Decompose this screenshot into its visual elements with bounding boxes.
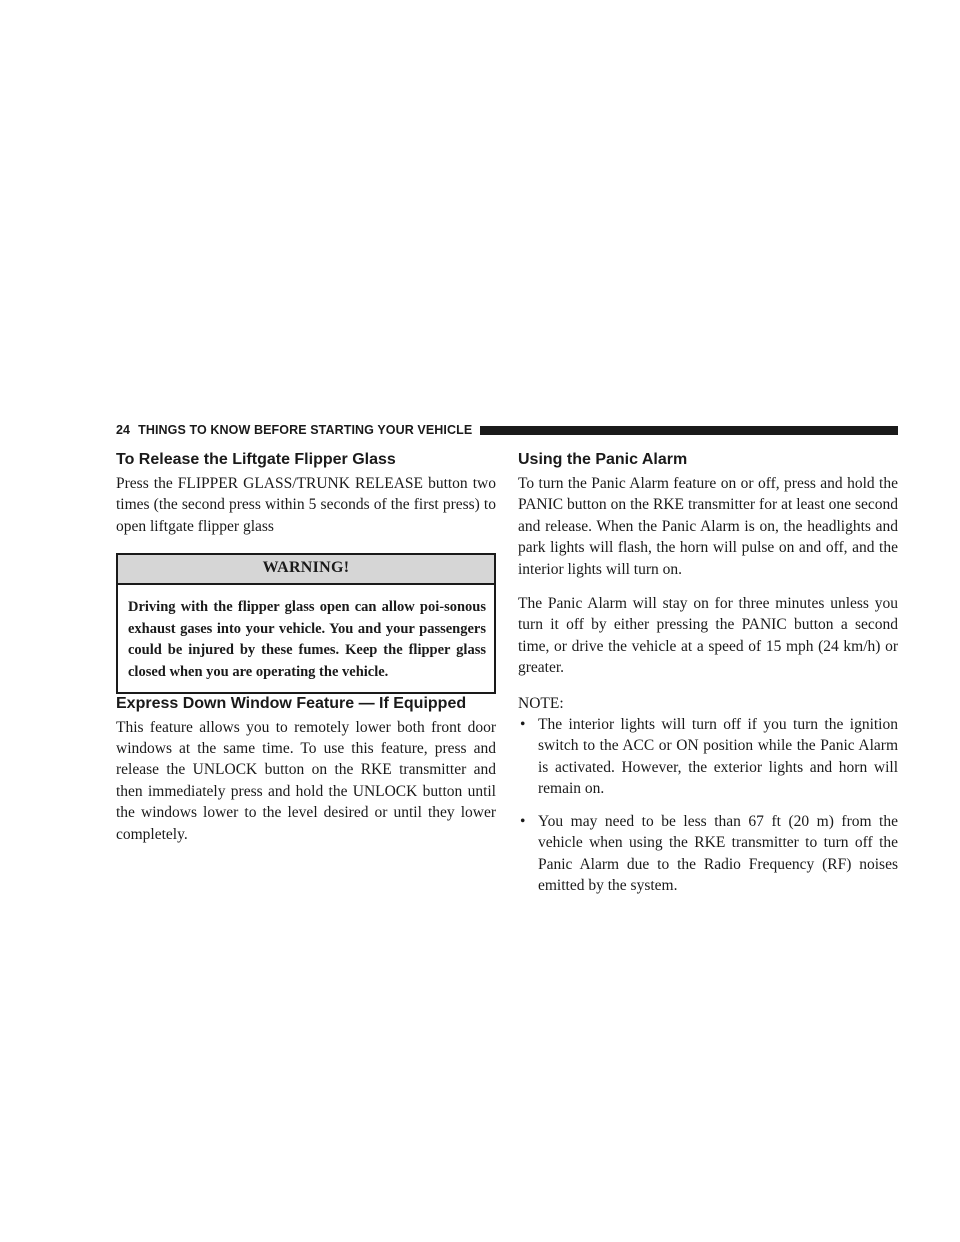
liftgate-paragraph: Press the FLIPPER GLASS/TRUNK RELEASE button two times (the second press within 5 seconds of the first press) to open liftgate flipper glass — [116, 475, 496, 535]
header-rule-bar — [480, 426, 898, 435]
note-bullet-item — [518, 811, 898, 897]
warning-box — [116, 553, 496, 693]
bullet-icon: • — [520, 812, 526, 830]
section-heading-panic-alarm: Using the Panic Alarm — [518, 451, 688, 468]
warning-text: Driving with the flipper glass open can allow poi-sonous exhaust gases into your vehicle. You and your passengers could be injured by these fumes. Keep the flipper glass closed when you are operating the vehicle. — [128, 599, 486, 680]
note-label: NOTE: — [518, 694, 564, 712]
chapter-title: THINGS TO KNOW BEFORE STARTING YOUR VEHICLE — [138, 423, 473, 437]
page-number: 24 — [116, 423, 131, 437]
page-header — [116, 420, 898, 440]
section-heading-express-down: Express Down Window Feature — If Equipped — [116, 694, 467, 712]
bullet-icon: • — [520, 716, 526, 734]
left-column — [116, 450, 496, 845]
warning-title: WARNING! — [118, 555, 494, 585]
note-bullet-item — [518, 714, 898, 800]
section-heading-liftgate: To Release the Liftgate Flipper Glass — [116, 451, 396, 468]
express-down-paragraph: This feature allows you to remotely lower both front door windows at the same time. To use this feature, press and release the UNLOCK button on the RKE transmitter and then immediately press and hold the UNLOCK button until the windows lower to the level desired or until they lower completely. — [116, 718, 496, 843]
header-text — [116, 423, 472, 437]
note-bullet-text: You may need to be less than 67 ft (20 m) from the vehicle when using the RKE transmitter to turn off the Panic Alarm due to the Radio Frequency (RF) noises emitted by the system. — [538, 812, 898, 894]
note-bullet-list — [518, 714, 898, 896]
note-bullet-text: The interior lights will turn off if you turn the ignition switch to the ACC or ON position while the Panic Alarm is activated. However, the exterior lights and horn will remain on. — [538, 716, 898, 798]
panic-alarm-paragraph-2: The Panic Alarm will stay on for three minutes unless you turn it off by either pressing the PANIC button a second time, or drive the vehicle at a speed of 15 mph (24 km/h) or greater. — [518, 595, 898, 677]
right-column — [518, 450, 898, 896]
panic-alarm-paragraph-1: To turn the Panic Alarm feature on or off, press and hold the PANIC button on the RKE transmitter for at least one second and release. When the Panic Alarm is on, the headlights and park lights will flash, the horn will pulse on and off, and the interior lights will turn on. — [518, 475, 898, 578]
